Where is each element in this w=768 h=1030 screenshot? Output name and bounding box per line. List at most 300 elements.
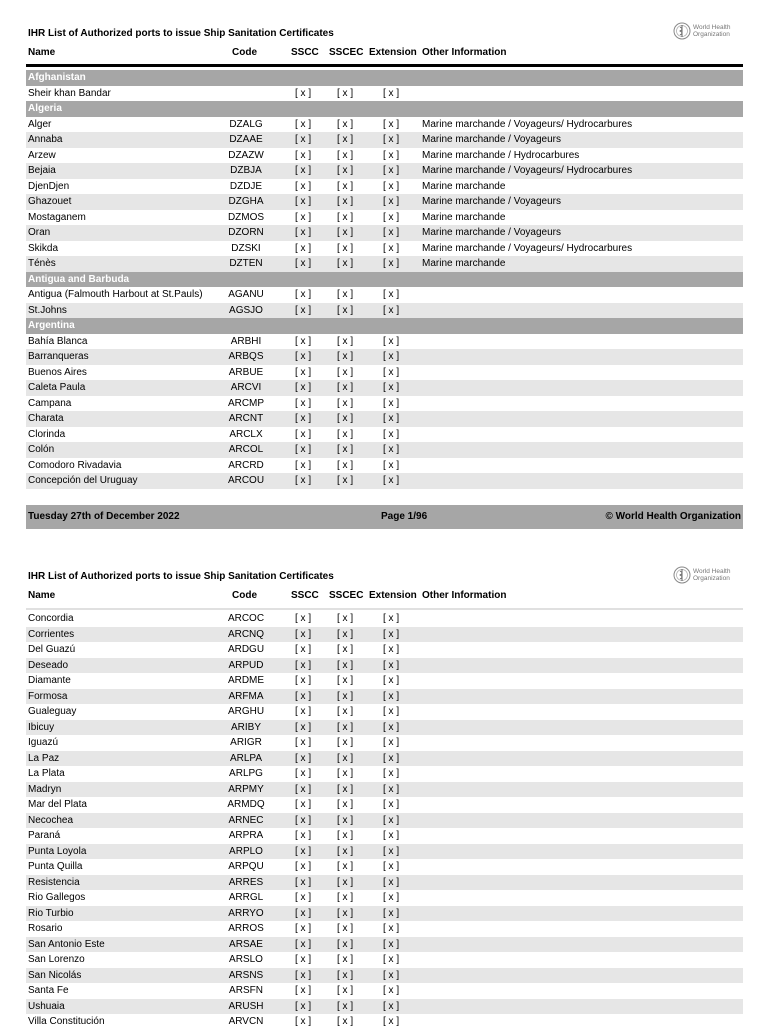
extension-mark: [ x ]	[383, 892, 400, 903]
header-rule	[26, 64, 743, 67]
extension-mark: [ x ]	[383, 628, 400, 640]
port-name: Necochea	[28, 814, 74, 826]
sscec-mark: [ x ]	[337, 675, 354, 686]
sscc-mark: [ x ]	[295, 954, 312, 965]
sscec-mark: [ x ]	[337, 783, 354, 795]
extension-mark: [ x ]	[383, 876, 400, 888]
extension-mark: [ x ]	[383, 799, 400, 810]
extension-mark: [ x ]	[383, 351, 400, 362]
footer-copyright: © World Health Organization	[605, 511, 741, 522]
header-sscc: SSCC	[291, 590, 319, 601]
port-code: ARCMP	[227, 397, 265, 409]
port-name: Caleta Paula	[28, 382, 86, 393]
port-row	[26, 411, 743, 427]
port-code: ARSAE	[229, 938, 263, 950]
port-code: ARPUD	[228, 659, 264, 671]
extension-mark: [ x ]	[383, 907, 400, 919]
port-name: Clorinda	[28, 428, 66, 440]
sscec-mark: [ x ]	[337, 258, 354, 269]
port-row	[26, 720, 743, 736]
port-row	[26, 797, 743, 813]
port-name: San Nicolás	[28, 969, 82, 981]
port-name: San Lorenzo	[28, 954, 85, 965]
sscc-mark: [ x ]	[295, 783, 312, 795]
port-row	[26, 751, 743, 767]
port-row	[26, 380, 743, 396]
port-row	[26, 210, 743, 226]
port-code: ARIGR	[230, 737, 262, 748]
port-name: Rio Gallegos	[28, 892, 86, 903]
extension-mark: [ x ]	[383, 969, 400, 981]
sscc-mark: [ x ]	[295, 861, 312, 872]
ports-table-page-2	[26, 611, 743, 1030]
port-name: Formosa	[28, 690, 68, 702]
port-row	[26, 766, 743, 782]
extension-mark: [ x ]	[383, 475, 400, 486]
port-name: Concordia	[28, 613, 74, 624]
sscc-mark: [ x ]	[295, 444, 312, 455]
country-header-row	[26, 318, 743, 334]
port-code: ARBHI	[230, 335, 262, 347]
sscec-mark: [ x ]	[337, 428, 354, 440]
who-logo-text: World Health Organization	[693, 24, 731, 38]
document-title: IHR List of Authorized ports to issue Ship Sanitation Certificates	[28, 571, 334, 582]
sscc-mark: [ x ]	[295, 475, 312, 486]
port-row	[26, 132, 743, 148]
sscc-mark: [ x ]	[295, 907, 312, 919]
port-code: ARPQU	[228, 861, 264, 872]
header-extension: Extension	[369, 47, 417, 58]
page-footer	[26, 505, 743, 529]
sscec-mark: [ x ]	[337, 242, 354, 254]
other-information: Marine marchande	[422, 211, 506, 223]
extension-mark: [ x ]	[383, 861, 400, 872]
port-row	[26, 458, 743, 474]
port-name: St.Johns	[28, 304, 67, 316]
extension-mark: [ x ]	[383, 659, 400, 671]
sscc-mark: [ x ]	[295, 428, 312, 440]
sscc-mark: [ x ]	[295, 382, 312, 393]
sscec-mark: [ x ]	[337, 351, 354, 362]
extension-mark: [ x ]	[383, 923, 400, 934]
country-header-row	[26, 101, 743, 117]
port-code: ARCVI	[230, 382, 262, 393]
port-code: ARNEC	[228, 814, 264, 826]
extension-mark: [ x ]	[383, 768, 400, 779]
port-name: Ushuaia	[28, 1000, 65, 1012]
extension-mark: [ x ]	[383, 397, 400, 409]
header-name: Name	[28, 47, 56, 58]
sscec-mark: [ x ]	[337, 366, 354, 378]
sscec-mark: [ x ]	[337, 444, 354, 455]
extension-mark: [ x ]	[383, 149, 400, 161]
sscc-mark: [ x ]	[295, 397, 312, 409]
sscec-mark: [ x ]	[337, 954, 354, 965]
country-name: Antigua and Barbuda	[28, 273, 130, 285]
port-name: Deseado	[28, 659, 69, 671]
port-code: DZALG	[229, 118, 263, 130]
ports-table-page-1	[26, 70, 743, 489]
sscc-mark: [ x ]	[295, 1016, 312, 1027]
extension-mark: [ x ]	[383, 134, 400, 145]
header-extension: Extension	[369, 590, 417, 601]
sscc-mark: [ x ]	[295, 876, 312, 888]
sscec-mark: [ x ]	[337, 475, 354, 486]
sscec-mark: [ x ]	[337, 134, 354, 145]
port-name: Concepción del Uruguay	[28, 475, 138, 486]
port-row	[26, 673, 743, 689]
extension-mark: [ x ]	[383, 444, 400, 455]
port-code: DZSKI	[231, 242, 261, 254]
sscc-mark: [ x ]	[295, 165, 312, 176]
port-row	[26, 148, 743, 164]
sscc-mark: [ x ]	[295, 799, 312, 810]
port-name: Villa Constitución	[28, 1016, 105, 1027]
sscec-mark: [ x ]	[337, 165, 354, 176]
sscc-mark: [ x ]	[295, 335, 312, 347]
port-name: Resistencia	[28, 876, 80, 888]
port-row	[26, 921, 743, 937]
port-row	[26, 890, 743, 906]
port-row	[26, 163, 743, 179]
port-code: DZAZW	[228, 149, 264, 161]
sscc-mark: [ x ]	[295, 706, 312, 717]
port-code: AGANU	[228, 289, 264, 300]
port-row	[26, 999, 743, 1015]
extension-mark: [ x ]	[383, 1000, 400, 1012]
port-name: Ibicuy	[28, 721, 55, 733]
port-name: Mostaganem	[28, 211, 86, 223]
port-name: Sheir khan Bandar	[28, 87, 111, 99]
port-code: ARUSH	[228, 1000, 264, 1012]
sscec-mark: [ x ]	[337, 969, 354, 981]
port-name: Bahía Blanca	[28, 335, 88, 347]
sscec-mark: [ x ]	[337, 768, 354, 779]
port-code: ARCOL	[228, 444, 264, 455]
port-code: ARDGU	[227, 644, 265, 655]
port-name: San Antonio Este	[28, 938, 105, 950]
port-row	[26, 828, 743, 844]
port-name: Ténès	[28, 258, 56, 269]
port-code: ARCOC	[227, 613, 265, 624]
sscec-mark: [ x ]	[337, 304, 354, 316]
sscec-mark: [ x ]	[337, 644, 354, 655]
port-name: Charata	[28, 413, 64, 424]
port-name: Diamante	[28, 675, 71, 686]
port-row	[26, 225, 743, 241]
port-code: ARBUE	[228, 366, 264, 378]
country-header-row	[26, 272, 743, 288]
port-row	[26, 303, 743, 319]
column-headers	[28, 47, 743, 61]
extension-mark: [ x ]	[383, 335, 400, 347]
port-row	[26, 334, 743, 350]
sscc-mark: [ x ]	[295, 242, 312, 254]
extension-mark: [ x ]	[383, 675, 400, 686]
port-name: Gualeguay	[28, 706, 77, 717]
sscec-mark: [ x ]	[337, 845, 354, 857]
port-row	[26, 442, 743, 458]
extension-mark: [ x ]	[383, 613, 400, 624]
sscec-mark: [ x ]	[337, 938, 354, 950]
extension-mark: [ x ]	[383, 366, 400, 378]
sscc-mark: [ x ]	[295, 737, 312, 748]
port-row	[26, 782, 743, 798]
footer-date: Tuesday 27th of December 2022	[28, 511, 180, 522]
port-code: ARSFN	[229, 985, 263, 996]
port-row	[26, 704, 743, 720]
extension-mark: [ x ]	[383, 165, 400, 176]
port-code: ARCNT	[228, 413, 264, 424]
port-code: DZTEN	[229, 258, 263, 269]
sscec-mark: [ x ]	[337, 752, 354, 764]
port-name: Punta Quilla	[28, 861, 83, 872]
sscc-mark: [ x ]	[295, 258, 312, 269]
sscec-mark: [ x ]	[337, 382, 354, 393]
sscc-mark: [ x ]	[295, 351, 312, 362]
extension-mark: [ x ]	[383, 304, 400, 316]
extension-mark: [ x ]	[383, 690, 400, 702]
sscec-mark: [ x ]	[337, 211, 354, 223]
port-code: ARPLO	[229, 845, 263, 857]
sscc-mark: [ x ]	[295, 675, 312, 686]
port-name: Buenos Aires	[28, 366, 87, 378]
sscec-mark: [ x ]	[337, 907, 354, 919]
port-name: Punta Loyola	[28, 845, 87, 857]
sscec-mark: [ x ]	[337, 706, 354, 717]
extension-mark: [ x ]	[383, 938, 400, 950]
document-title: IHR List of Authorized ports to issue Ship Sanitation Certificates	[28, 28, 334, 39]
sscec-mark: [ x ]	[337, 923, 354, 934]
port-row	[26, 349, 743, 365]
port-code: ARDME	[227, 675, 265, 686]
port-name: Del Guazú	[28, 644, 76, 655]
sscec-mark: [ x ]	[337, 985, 354, 996]
sscc-mark: [ x ]	[295, 628, 312, 640]
sscc-mark: [ x ]	[295, 644, 312, 655]
port-code: ARRES	[228, 876, 264, 888]
sscc-mark: [ x ]	[295, 87, 312, 99]
sscc-mark: [ x ]	[295, 690, 312, 702]
extension-mark: [ x ]	[383, 211, 400, 223]
port-name: Rosario	[28, 923, 63, 934]
other-information: Marine marchande / Voyageurs	[422, 227, 561, 238]
footer-page-number: Page 1/96	[381, 511, 428, 522]
port-code: ARRYO	[228, 907, 264, 919]
sscc-mark: [ x ]	[295, 752, 312, 764]
port-code: ARFMA	[228, 690, 264, 702]
port-code: ARGHU	[227, 706, 265, 717]
port-row	[26, 689, 743, 705]
sscec-mark: [ x ]	[337, 721, 354, 733]
port-name: Corrientes	[28, 628, 75, 640]
sscec-mark: [ x ]	[337, 892, 354, 903]
other-information: Marine marchande	[422, 180, 506, 192]
port-code: ARCRD	[228, 459, 264, 471]
header-other-information: Other Information	[422, 47, 507, 58]
port-code: ARROS	[228, 923, 264, 934]
port-row	[26, 611, 743, 627]
port-code: DZGHA	[228, 196, 264, 207]
extension-mark: [ x ]	[383, 752, 400, 764]
port-code: ARPRA	[228, 830, 264, 841]
extension-mark: [ x ]	[383, 954, 400, 965]
port-row	[26, 952, 743, 968]
extension-mark: [ x ]	[383, 706, 400, 717]
header-sscc: SSCC	[291, 47, 319, 58]
extension-mark: [ x ]	[383, 382, 400, 393]
sscec-mark: [ x ]	[337, 459, 354, 471]
port-code: DZMOS	[227, 211, 265, 223]
sscc-mark: [ x ]	[295, 149, 312, 161]
port-row	[26, 365, 743, 381]
sscc-mark: [ x ]	[295, 289, 312, 300]
sscc-mark: [ x ]	[295, 768, 312, 779]
port-name: Iguazú	[28, 737, 59, 748]
who-emblem-icon	[673, 22, 691, 40]
port-code: ARCNQ	[227, 628, 265, 640]
port-row	[26, 1014, 743, 1030]
sscec-mark: [ x ]	[337, 659, 354, 671]
other-information: Marine marchande / Voyageurs	[422, 134, 561, 145]
header-sscec: SSCEC	[329, 590, 364, 601]
port-name: Santa Fe	[28, 985, 69, 996]
extension-mark: [ x ]	[383, 413, 400, 424]
port-name: Rio Turbio	[28, 907, 74, 919]
sscec-mark: [ x ]	[337, 876, 354, 888]
sscc-mark: [ x ]	[295, 118, 312, 130]
sscc-mark: [ x ]	[295, 459, 312, 471]
other-information: Marine marchande / Voyageurs/ Hydrocarbures	[422, 118, 633, 130]
sscec-mark: [ x ]	[337, 737, 354, 748]
port-code: ARSNS	[228, 969, 264, 981]
other-information: Marine marchande / Voyageurs	[422, 196, 561, 207]
port-code: ARVCN	[228, 1016, 264, 1027]
port-row	[26, 427, 743, 443]
port-row	[26, 86, 743, 102]
port-code: DZDJE	[229, 180, 263, 192]
who-logo-text: World Health Organization	[693, 568, 731, 582]
port-name: Bejaia	[28, 165, 56, 176]
country-name: Afghanistan	[28, 72, 86, 83]
other-information: Marine marchande / Voyageurs/ Hydrocarbures	[422, 165, 633, 176]
port-row	[26, 241, 743, 257]
country-name: Algeria	[28, 103, 62, 114]
port-code: DZAAE	[229, 134, 263, 145]
port-row	[26, 968, 743, 984]
extension-mark: [ x ]	[383, 783, 400, 795]
port-row	[26, 875, 743, 891]
extension-mark: [ x ]	[383, 1016, 400, 1027]
sscc-mark: [ x ]	[295, 227, 312, 238]
sscc-mark: [ x ]	[295, 366, 312, 378]
extension-mark: [ x ]	[383, 830, 400, 841]
sscec-mark: [ x ]	[337, 413, 354, 424]
port-row	[26, 844, 743, 860]
sscec-mark: [ x ]	[337, 149, 354, 161]
header-code: Code	[232, 47, 257, 58]
header-name: Name	[28, 590, 56, 601]
port-code: ARSLO	[229, 954, 263, 965]
extension-mark: [ x ]	[383, 289, 400, 300]
sscec-mark: [ x ]	[337, 397, 354, 409]
sscec-mark: [ x ]	[337, 814, 354, 826]
extension-mark: [ x ]	[383, 258, 400, 269]
sscc-mark: [ x ]	[295, 1000, 312, 1012]
other-information: Marine marchande / Voyageurs/ Hydrocarbures	[422, 242, 633, 254]
other-information: Marine marchande	[422, 258, 506, 269]
who-logo	[673, 22, 739, 40]
sscc-mark: [ x ]	[295, 196, 312, 207]
port-name: La Paz	[28, 752, 60, 764]
sscc-mark: [ x ]	[295, 211, 312, 223]
sscc-mark: [ x ]	[295, 938, 312, 950]
port-code: ARMDQ	[227, 799, 265, 810]
port-code: DZBJA	[230, 165, 262, 176]
sscec-mark: [ x ]	[337, 613, 354, 624]
port-row	[26, 658, 743, 674]
port-name: Antigua (Falmouth Harbout at St.Pauls)	[28, 289, 203, 300]
country-header-row	[26, 70, 743, 86]
port-code: ARLPA	[229, 752, 263, 764]
extension-mark: [ x ]	[383, 644, 400, 655]
sscec-mark: [ x ]	[337, 1000, 354, 1012]
port-row	[26, 117, 743, 133]
port-row	[26, 983, 743, 999]
port-name: La Plata	[28, 768, 65, 779]
port-row	[26, 194, 743, 210]
header-other-information: Other Information	[422, 590, 507, 601]
port-row	[26, 256, 743, 272]
port-row	[26, 859, 743, 875]
port-row	[26, 179, 743, 195]
port-name: Annaba	[28, 134, 63, 145]
extension-mark: [ x ]	[383, 428, 400, 440]
port-name: Paraná	[28, 830, 61, 841]
sscec-mark: [ x ]	[337, 227, 354, 238]
port-name: Comodoro Rivadavia	[28, 459, 122, 471]
sscec-mark: [ x ]	[337, 180, 354, 192]
header-code: Code	[232, 590, 257, 601]
extension-mark: [ x ]	[383, 985, 400, 996]
extension-mark: [ x ]	[383, 180, 400, 192]
port-row	[26, 735, 743, 751]
port-row	[26, 642, 743, 658]
port-name: Campana	[28, 397, 72, 409]
sscec-mark: [ x ]	[337, 196, 354, 207]
port-name: Madryn	[28, 783, 62, 795]
port-code: ARPMY	[228, 783, 264, 795]
other-information: Marine marchande / Hydrocarbures	[422, 149, 580, 161]
who-emblem-icon	[673, 566, 691, 584]
sscec-mark: [ x ]	[337, 830, 354, 841]
port-code: ARCOU	[227, 475, 265, 486]
extension-mark: [ x ]	[383, 227, 400, 238]
extension-mark: [ x ]	[383, 242, 400, 254]
port-name: Oran	[28, 227, 51, 238]
sscc-mark: [ x ]	[295, 923, 312, 934]
sscc-mark: [ x ]	[295, 659, 312, 671]
sscc-mark: [ x ]	[295, 134, 312, 145]
extension-mark: [ x ]	[383, 118, 400, 130]
sscec-mark: [ x ]	[337, 289, 354, 300]
extension-mark: [ x ]	[383, 87, 400, 99]
extension-mark: [ x ]	[383, 721, 400, 733]
port-row	[26, 906, 743, 922]
port-row	[26, 396, 743, 412]
port-row	[26, 813, 743, 829]
port-row	[26, 627, 743, 643]
